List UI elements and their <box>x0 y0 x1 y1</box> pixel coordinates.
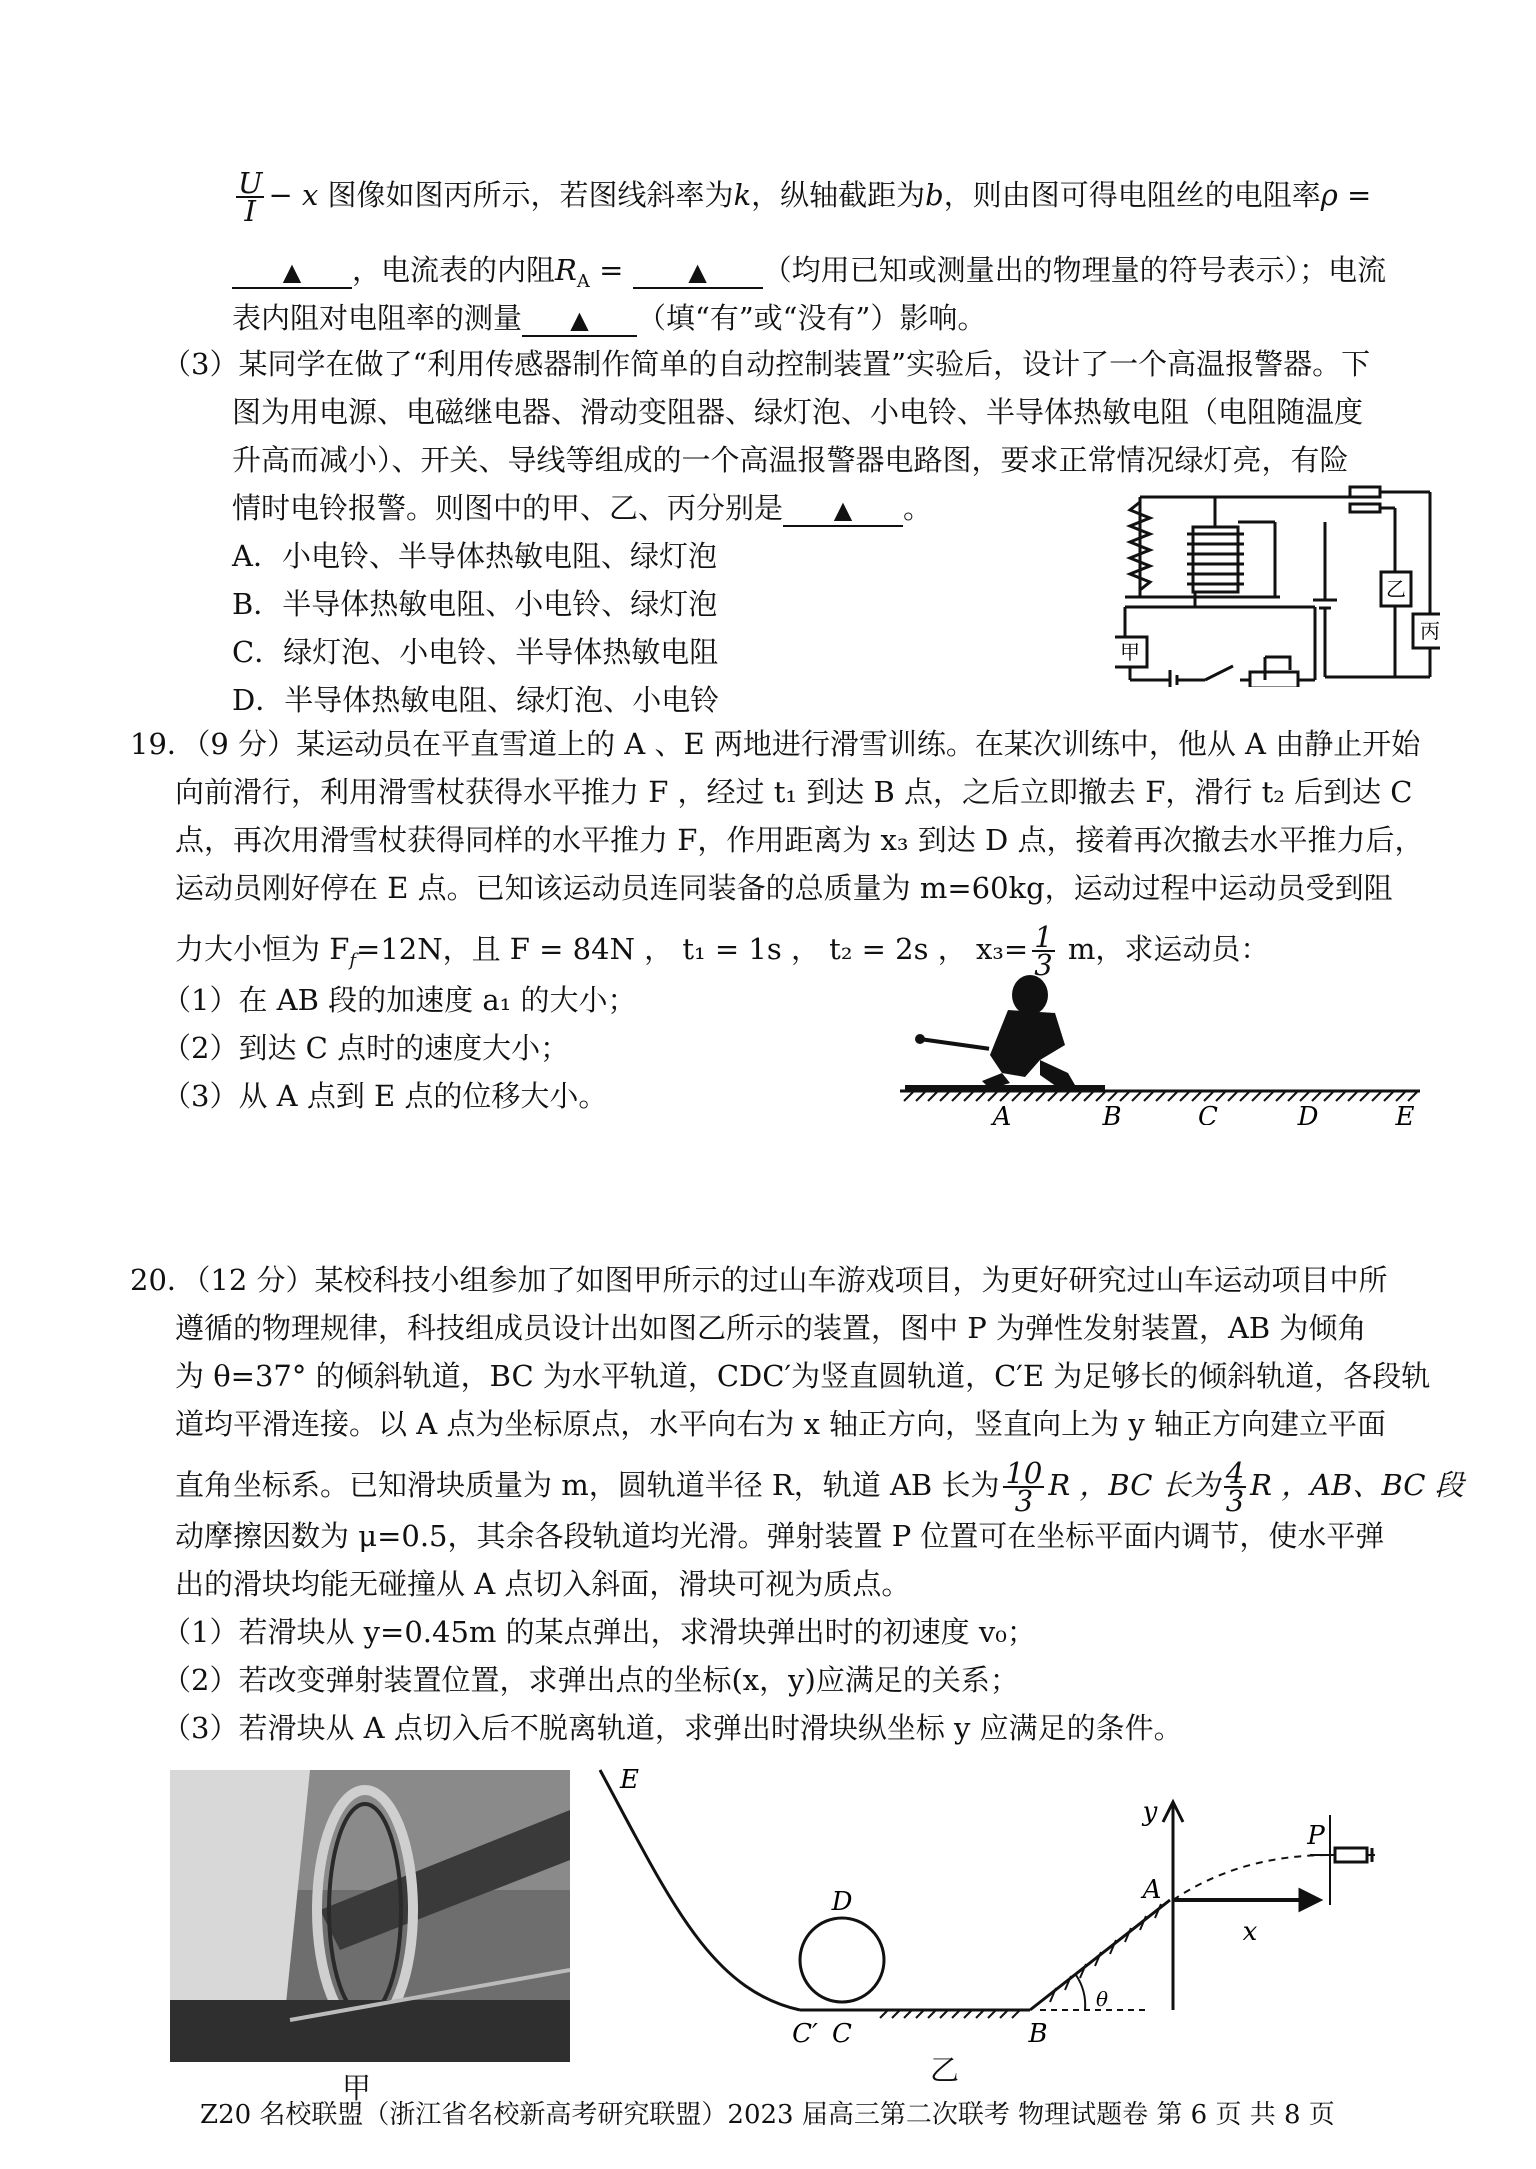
q20-line-5: 直角坐标系。已知滑块质量为 m，圆轨道半径 R，轨道 AB 长为 $\frac{10}{3}$ R ，BC 长为 $\frac{4}{3}$ R ，AB、BC 段 <box>175 1456 1464 1518</box>
q19-sub-1: （1）在 AB 段的加速度 a₁ 的大小； <box>162 983 637 1017</box>
ground-hatch <box>916 1092 925 1101</box>
ground-hatch <box>1216 1092 1225 1101</box>
point-e-label: E <box>1395 1102 1415 1125</box>
ground-hatch <box>1012 1092 1021 1101</box>
ground-hatch <box>928 1092 937 1101</box>
line-1: $\frac{U}{I}$ − x 图像如图丙所示，若图线斜率为k，纵轴截距为b，则由图可得电阻丝的电阻率ρ = <box>238 166 1372 228</box>
ground-hatch <box>1288 1092 1297 1101</box>
q20-line-7: 出的滑块均能无碰撞从 A 点切入斜面，滑块可视为质点。 <box>175 1567 911 1601</box>
caption-yi: 乙 <box>930 2053 960 2087</box>
ground-hatch <box>1312 1092 1321 1101</box>
ground-hatch <box>1324 1092 1333 1101</box>
q20-sub-3: （3）若滑块从 A 点切入后不脱离轨道，求弹出时滑块纵坐标 y 应满足的条件。 <box>162 1711 1183 1745</box>
ground-hatch <box>1192 1092 1201 1101</box>
answer-blank-2[interactable]: ▲ <box>633 255 763 289</box>
line-3: 表内阻对电阻率的测量 ▲ （填“有”或“没有”）影响。 <box>232 301 987 335</box>
ground-hatch <box>1168 1092 1177 1101</box>
label-d: D <box>831 1887 853 1917</box>
q18-3-line-3: 升高而减小）、开关、导线等组成的一个高温报警器电路图，要求正常情况绿灯亮，有险 <box>232 443 1349 477</box>
ground-hatch <box>1156 1092 1165 1101</box>
label-p: P <box>1307 1821 1325 1851</box>
q18-3-line-2: 图为用电源、电磁继电器、滑动变阻器、绿灯泡、小电铃、半导体热敏电阻（电阻随温度 <box>232 395 1364 429</box>
ground-hatch <box>1204 1092 1213 1101</box>
ground-hatch <box>1072 1092 1081 1101</box>
option-d[interactable]: D．半导体热敏电阻、绿灯泡、小电铃 <box>232 683 720 717</box>
q18-3-line-1: （3）某同学在做了“利用传感器制作简单的自动控制装置”实验后，设计了一个高温报警器。下 <box>162 347 1371 381</box>
ground-hatch <box>952 1092 961 1101</box>
point-d-label: D <box>1297 1102 1319 1125</box>
skier-icon <box>905 975 1105 1090</box>
ground-hatch <box>1276 1092 1285 1101</box>
label-c-prime: C′ <box>792 2019 818 2049</box>
ground-hatch <box>1120 1092 1129 1101</box>
q19-sub-3: （3）从 A 点到 E 点的位移大小。 <box>162 1079 608 1113</box>
ground-hatch <box>1060 1092 1069 1101</box>
label-b: B <box>1028 2019 1048 2049</box>
q19-line-5: 力大小恒为 $F_f=12N$，且 F = 84N ， t₁ = 1s ， t₂ = 2s ， x₃= $\frac{1}{3}$ m，求运动员： <box>175 920 1270 982</box>
ground-hatch <box>988 1092 997 1101</box>
ground-hatch <box>1408 1092 1417 1101</box>
ground-hatch <box>1036 1092 1045 1101</box>
label-e: E <box>620 1765 639 1795</box>
label-jia: 甲 <box>1120 640 1140 664</box>
q20-line-1: 20．（12 分）某校科技小组参加了如图甲所示的过山车游戏项目，为更好研究过山车运动项目中所 <box>130 1263 1388 1297</box>
alarm-circuit-diagram <box>1115 482 1440 687</box>
ground-hatch <box>1096 1092 1105 1101</box>
q20-line-6: 动摩擦因数为 μ=0.5，其余各段轨道均光滑。弹射装置 P 位置可在坐标平面内调节，使水平弹 <box>175 1519 1385 1553</box>
option-a[interactable]: A．小电铃、半导体热敏电阻、绿灯泡 <box>232 539 717 573</box>
ground-hatch <box>904 1092 913 1101</box>
line-2: ▲ ，电流表的内阻$R_A$ = ▲ （均用已知或测量出的物理量的符号表示）；电流 <box>232 250 1386 302</box>
label-theta: θ <box>1095 1987 1109 2011</box>
option-b[interactable]: B．半导体热敏电阻、小电铃、绿灯泡 <box>232 587 718 621</box>
ground-hatch <box>976 1092 985 1101</box>
point-a-label: A <box>992 1102 1012 1125</box>
ground-hatch <box>1396 1092 1405 1101</box>
ground-hatch <box>1264 1092 1273 1101</box>
page-footer: Z20 名校联盟（浙江省名校新高考研究联盟）2023 届高三第二次联考 物理试题卷 第 6 页 共 8 页 <box>200 2100 1335 2130</box>
label-bing: 丙 <box>1420 619 1440 643</box>
ground-hatch <box>940 1092 949 1101</box>
ground-hatch <box>1132 1092 1141 1101</box>
ground-hatch <box>1240 1092 1249 1101</box>
q20-sub-1: （1）若滑块从 y=0.45m 的某点弹出，求滑块弹出时的初速度 v₀； <box>162 1615 1036 1649</box>
fraction-u-over-i: $\frac{U}{I}$ <box>238 166 263 228</box>
ground-hatch <box>1048 1092 1057 1101</box>
label-c: C <box>832 2019 852 2049</box>
q20-line-2: 遵循的物理规律，科技组成员设计出如图乙所示的装置，图中 P 为弹性发射装置，AB 为倾角 <box>175 1311 1367 1345</box>
q20-line-3: 为 θ=37° 的倾斜轨道，BC 为水平轨道，CDC′为竖直圆轨道，C′E 为足够长的倾斜轨道，各段轨 <box>175 1359 1431 1393</box>
ground-hatch <box>1372 1092 1381 1101</box>
q20-line-4: 道均平滑连接。以 A 点为坐标原点，水平向右为 x 轴正方向，竖直向上为 y 轴正方向建立平面 <box>175 1407 1386 1441</box>
point-c-label: C <box>1198 1102 1218 1125</box>
q19-sub-2: （2）到达 C 点时的速度大小； <box>162 1031 570 1065</box>
q18-3-line-4: 情时电铃报警。则图中的甲、乙、丙分别是 ▲ 。 <box>232 491 933 525</box>
ground-hatch <box>1144 1092 1153 1101</box>
ground-hatch <box>1348 1092 1357 1101</box>
ground-hatch <box>964 1092 973 1101</box>
ground-hatch <box>1000 1092 1009 1101</box>
answer-blank-3[interactable]: ▲ <box>522 303 637 337</box>
q19-line-1: 19．（9 分）某运动员在平直雪道上的 A 、E 两地进行滑雪训练。在某次训练中，他从 A 由静止开始 <box>130 727 1421 761</box>
ground-hatch <box>1336 1092 1345 1101</box>
point-b-label: B <box>1102 1102 1122 1125</box>
label-x-axis: x <box>1242 1917 1258 1947</box>
ground-hatch <box>1108 1092 1117 1101</box>
ground-hatch <box>1180 1092 1189 1101</box>
caption-jia: 甲 <box>342 2071 372 2105</box>
ground-hatch <box>1084 1092 1093 1101</box>
ground-hatch <box>1360 1092 1369 1101</box>
ground-hatch <box>1300 1092 1309 1101</box>
q20-sub-2: （2）若改变弹射装置位置，求弹出点的坐标(x，y)应满足的关系； <box>162 1663 1019 1697</box>
ground-hatch <box>1024 1092 1033 1101</box>
label-yi: 乙 <box>1386 577 1406 601</box>
ground-hatch <box>1228 1092 1237 1101</box>
track-diagram <box>590 1760 1390 2060</box>
q19-line-4: 运动员刚好停在 E 点。已知该运动员连同装备的总质量为 m=60kg，运动过程中运动员受到阻 <box>175 871 1393 905</box>
answer-blank-4[interactable]: ▲ <box>783 493 903 527</box>
q19-line-3: 点，再次用滑雪杖获得同样的水平推力 F，作用距离为 x₃ 到达 D 点，接着再次撤去水平推力后， <box>175 823 1424 857</box>
ground-hatch <box>1252 1092 1261 1101</box>
ground-hatch <box>1384 1092 1393 1101</box>
roller-coaster-photo <box>170 1770 570 2062</box>
skier-track-diagram <box>890 965 1425 1125</box>
label-a: A <box>1142 1875 1162 1905</box>
option-c[interactable]: C．绿灯泡、小电铃、半导体热敏电阻 <box>232 635 719 669</box>
q19-line-2: 向前滑行，利用滑雪杖获得水平推力 F ，经过 t₁ 到达 B 点，之后立即撤去 F，滑行 t₂ 后到达 C <box>175 775 1413 809</box>
label-y-axis: y <box>1142 1797 1158 1827</box>
answer-blank-1[interactable]: ▲ <box>232 255 352 289</box>
